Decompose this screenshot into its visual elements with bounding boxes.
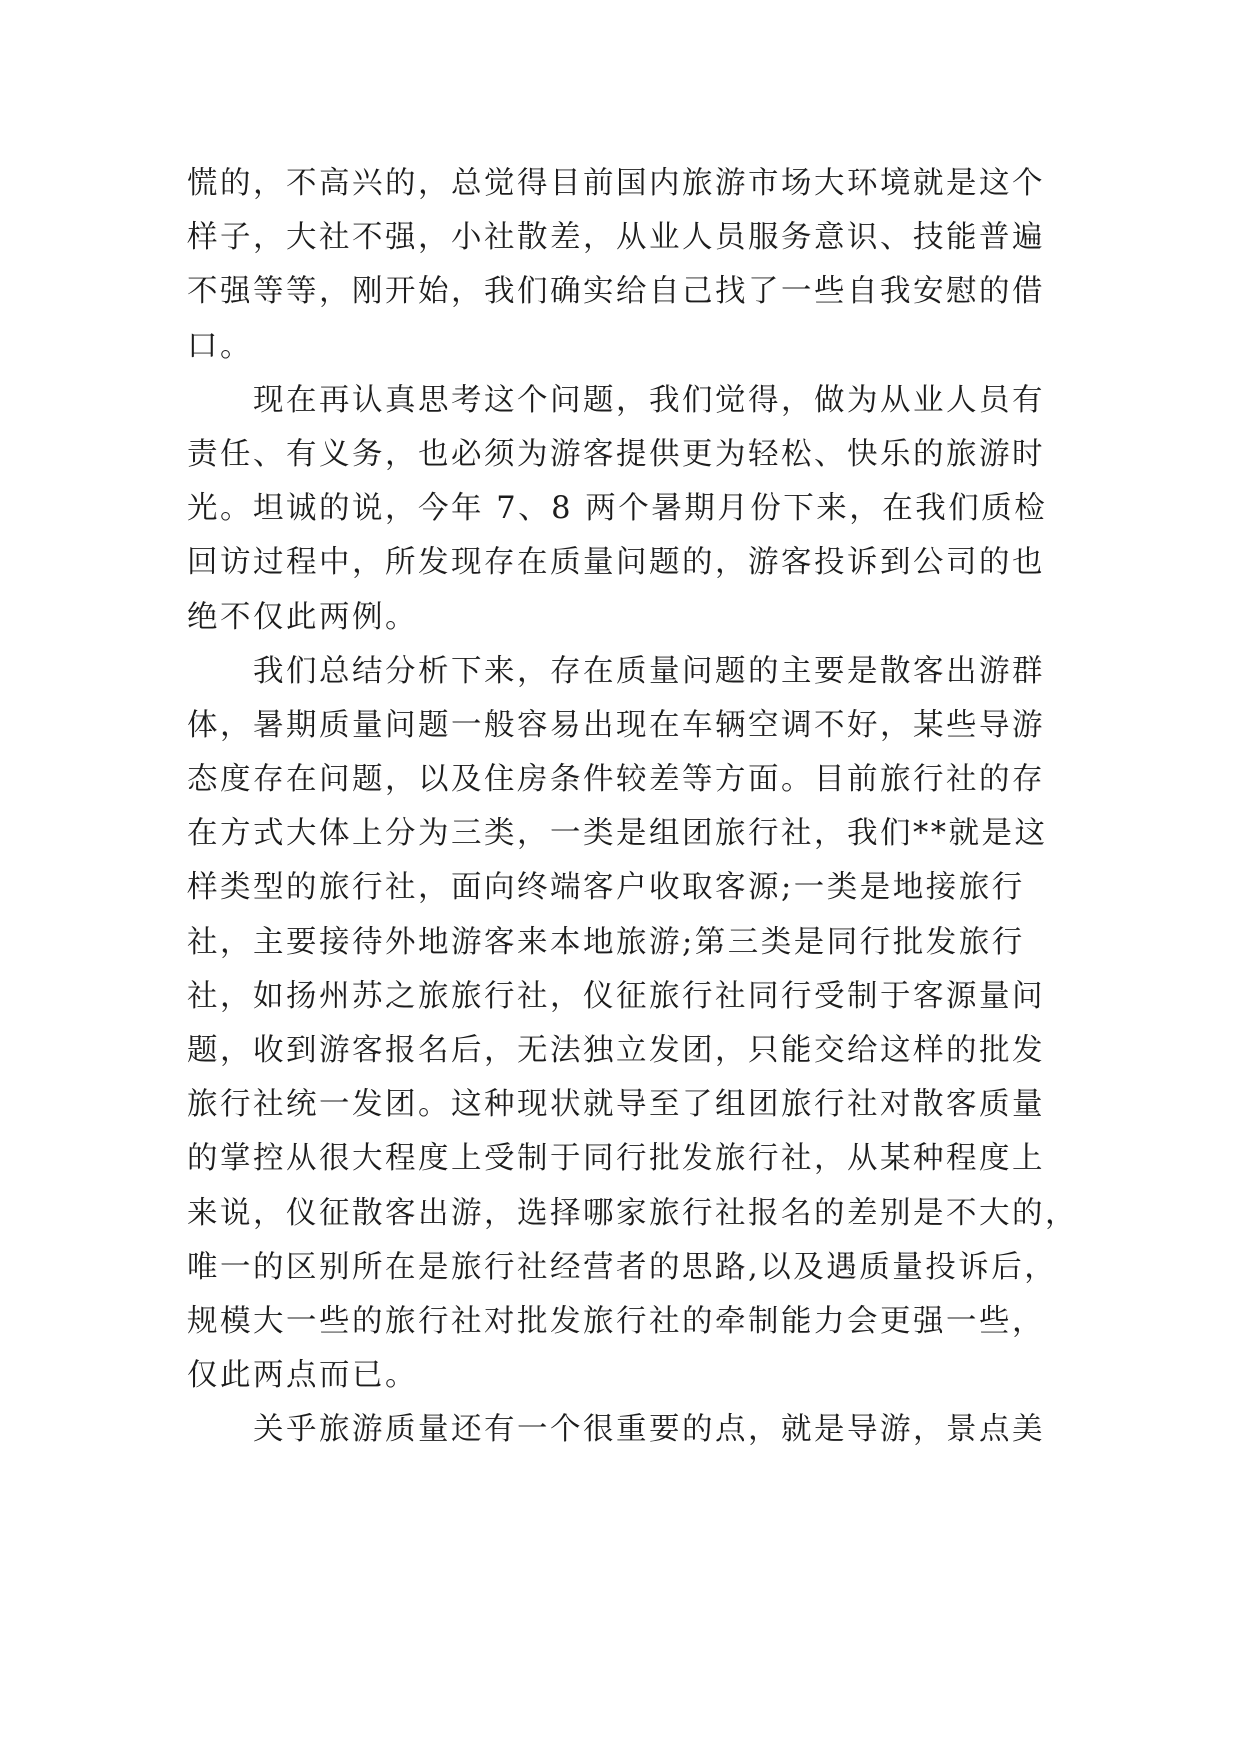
paragraph-3-line-3: 态度存在问题，以及住房条件较差等方面。目前旅行社的存 [187, 762, 1045, 798]
paragraph-3-line-6: 社，主要接待外地游客来本地旅游;第三类是同行批发旅行 [187, 924, 1025, 960]
paragraph-3-line-8: 题，收到游客报名后，无法独立发团，只能交给这样的批发 [187, 1033, 1045, 1068]
paragraph-3-line-12: 唯一的区别所在是旅行社经营者的思路,以及遇质量投诉后， [187, 1249, 1058, 1285]
paragraph-2-line-3: 光。坦诚的说，今年 7、8 两个暑期月份下来，在我们质检 [187, 491, 1048, 527]
paragraph-2-line-1: 现在再认真思考这个问题，我们觉得，做为从业人员有 [253, 382, 1045, 418]
paragraph-3-line-7: 社，如扬州苏之旅旅行社，仪征旅行社同行受制于客源量问 [187, 978, 1045, 1014]
paragraph-3-line-1: 我们总结分析下来，存在质量问题的主要是散客出游群 [253, 653, 1045, 689]
document-body [187, 157, 1078, 1458]
paragraph-2-line-2: 责任、有义务，也必须为游客提供更为轻松、快乐的旅游时 [187, 436, 1045, 472]
paragraph-1-line-3: 不强等等，刚开始，我们确实给自己找了一些自我安慰的借 [187, 274, 1045, 310]
paragraph-1-line-4: 口。 [187, 328, 253, 364]
paragraph-1-line-1: 慌的，不高兴的，总觉得目前国内旅游市场大环境就是这个 [187, 166, 1045, 201]
paragraph-3-line-5: 样类型的旅行社，面向终端客户收取客源;一类是地接旅行 [187, 870, 1025, 906]
paragraph-1-line-2: 样子，大社不强，小社散差，从业人员服务意识、技能普遍 [187, 220, 1045, 256]
paragraph-3-line-11: 来说，仪征散客出游，选择哪家旅行社报名的差别是不大的， [187, 1195, 1078, 1231]
paragraph-3-line-10: 的掌控从很大程度上受制于同行批发旅行社，从某种程度上 [187, 1141, 1045, 1177]
paragraph-3-line-4: 在方式大体上分为三类，一类是组团旅行社，我们**就是这 [187, 816, 1048, 852]
paragraph-3-line-14: 仅此两点而已。 [187, 1358, 418, 1394]
paragraph-3-line-13: 规模大一些的旅行社对批发旅行社的牵制能力会更强一些， [187, 1303, 1045, 1339]
paragraph-2-line-5: 绝不仅此两例。 [187, 599, 418, 635]
paragraph-3-line-9: 旅行社统一发团。这种现状就导至了组团旅行社对散客质量 [187, 1087, 1045, 1123]
paragraph-4-line-1: 关乎旅游质量还有一个很重要的点，就是导游，景点美 [253, 1412, 1045, 1448]
paragraph-3-line-2: 体，暑期质量问题一般容易出现在车辆空调不好，某些导游 [187, 707, 1045, 743]
paragraph-2-line-4: 回访过程中，所发现存在质量问题的，游客投诉到公司的也 [187, 545, 1045, 581]
